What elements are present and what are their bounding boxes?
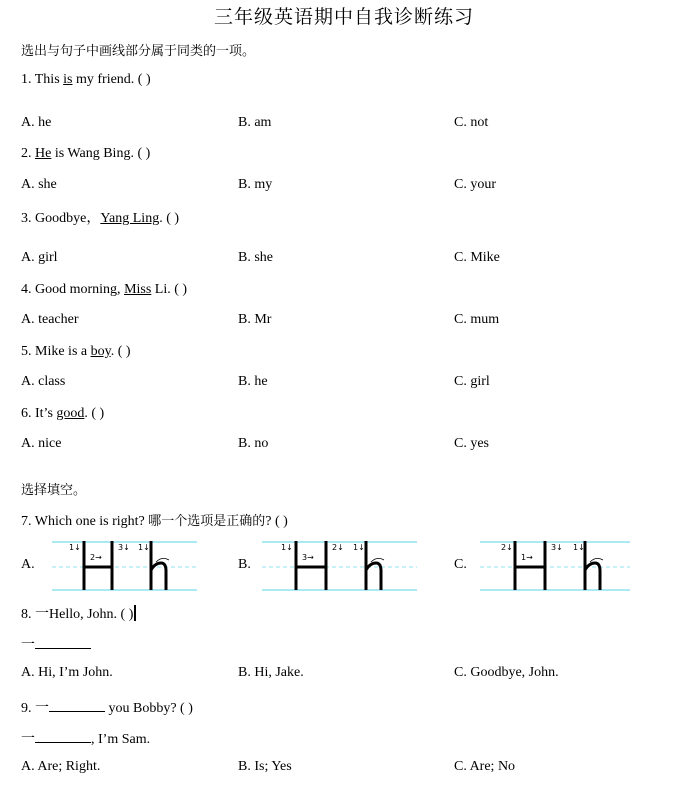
q6-option-a: A. nice bbox=[21, 436, 62, 451]
svg-text:1↓: 1↓ bbox=[69, 543, 81, 552]
question-8-response-line: 一 bbox=[21, 634, 91, 654]
svg-text:1↓: 1↓ bbox=[573, 543, 585, 552]
underlined-word: is bbox=[63, 72, 73, 87]
question-3: 3. Goodbye，Yang Ling. ( ) bbox=[21, 211, 180, 226]
q2-option-a: A. she bbox=[21, 177, 57, 192]
underlined-word: Miss bbox=[124, 282, 152, 297]
question-5: 5. Mike is a boy. ( ) bbox=[21, 344, 131, 359]
q5-option-c: C. girl bbox=[454, 374, 490, 389]
question-7: 7. Which one is right? 哪一个选项是正确的? ( ) bbox=[21, 514, 288, 529]
underlined-word: Yang Ling bbox=[100, 211, 160, 226]
svg-text:2↓: 2↓ bbox=[332, 543, 344, 552]
question-8: 8. 一Hello, John. ( ) bbox=[21, 603, 136, 623]
svg-text:1→: 1→ bbox=[521, 553, 533, 562]
q1-option-a: A. he bbox=[21, 115, 52, 130]
q5-option-b: B. he bbox=[238, 374, 268, 389]
section1-instruction: 选出与句子中画线部分属于同类的一项。 bbox=[21, 44, 256, 59]
q7-option-a-handwriting-image bbox=[52, 538, 202, 594]
q7-option-a-label: A. bbox=[21, 557, 35, 572]
q2-option-c: C. your bbox=[454, 177, 496, 192]
q5-option-a: A. class bbox=[21, 374, 66, 389]
question-6: 6. It’s good. ( ) bbox=[21, 406, 105, 421]
q1-option-c: C. not bbox=[454, 115, 489, 130]
q4-option-b: B. Mr bbox=[238, 312, 272, 327]
question-1: 1. This is my friend. ( ) bbox=[21, 72, 151, 87]
answer-blank[interactable] bbox=[35, 730, 91, 743]
svg-text:3↓: 3↓ bbox=[551, 543, 563, 552]
question-2: 2. He is Wang Bing. ( ) bbox=[21, 146, 151, 161]
q8-option-c: C. Goodbye, John. bbox=[454, 665, 559, 680]
q9-option-b: B. Is; Yes bbox=[238, 759, 292, 774]
svg-text:3→: 3→ bbox=[302, 553, 314, 562]
section2-instruction: 选择填空。 bbox=[21, 483, 87, 498]
svg-text:3↓: 3↓ bbox=[118, 543, 130, 552]
q3-option-c: C. Mike bbox=[454, 250, 500, 265]
answer-blank[interactable] bbox=[35, 636, 91, 649]
q6-option-b: B. no bbox=[238, 436, 269, 451]
svg-text:2↓: 2↓ bbox=[501, 543, 513, 552]
svg-text:1↓: 1↓ bbox=[353, 543, 365, 552]
q1-option-b: B. am bbox=[238, 115, 272, 130]
question-9-response-line: 一 , I’m Sam. bbox=[21, 732, 151, 747]
q7-option-c-handwriting-image bbox=[480, 538, 635, 594]
q9-option-c: C. Are; No bbox=[454, 759, 516, 774]
q8-option-a: A. Hi, I’m John. bbox=[21, 665, 113, 680]
text-cursor bbox=[134, 605, 136, 621]
question-9: 9. 一 you Bobby? ( ) bbox=[21, 701, 193, 716]
svg-text:2→: 2→ bbox=[90, 553, 102, 562]
underlined-word: He bbox=[35, 146, 52, 161]
svg-text:1↓: 1↓ bbox=[138, 543, 150, 552]
q4-option-c: C. mum bbox=[454, 312, 500, 327]
q7-option-b-handwriting-image bbox=[262, 538, 422, 594]
q8-option-b: B. Hi, Jake. bbox=[238, 665, 304, 680]
page-title: 三年级英语期中自我诊断练习 bbox=[213, 6, 474, 28]
question-4: 4. Good morning, Miss Li. ( ) bbox=[21, 282, 188, 297]
q7-option-c-label: C. bbox=[454, 557, 467, 572]
answer-blank[interactable] bbox=[49, 699, 105, 712]
q3-option-a: A. girl bbox=[21, 250, 58, 265]
q6-option-c: C. yes bbox=[454, 436, 489, 451]
underlined-word: boy bbox=[90, 344, 111, 359]
q2-option-b: B. my bbox=[238, 177, 273, 192]
q9-option-a: A. Are; Right. bbox=[21, 759, 101, 774]
svg-text:1↓: 1↓ bbox=[281, 543, 293, 552]
q7-option-b-label: B. bbox=[238, 557, 251, 572]
q4-option-a: A. teacher bbox=[21, 312, 79, 327]
q3-option-b: B. she bbox=[238, 250, 273, 265]
underlined-word: good bbox=[56, 406, 85, 421]
